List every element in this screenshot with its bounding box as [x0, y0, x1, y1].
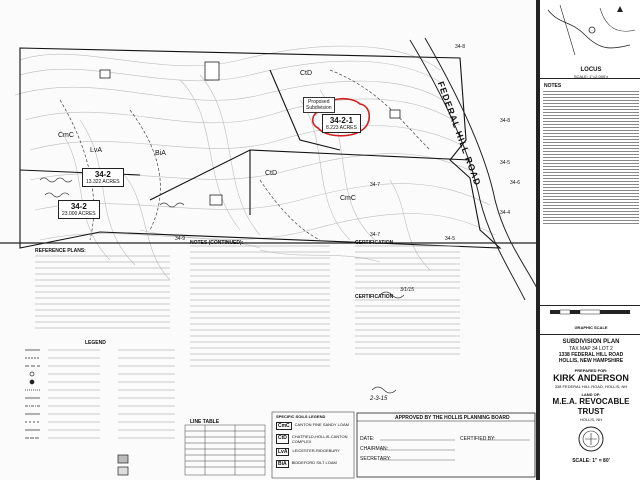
- locus-title: LOCUS: [580, 67, 602, 73]
- approved-date: DATE:: [360, 436, 375, 442]
- soil-row: [276, 460, 352, 468]
- land-of-label: LAND OF:: [581, 392, 601, 397]
- notes-continued-title: NOTES (CONTINUED):: [190, 240, 244, 246]
- lot-a-box: [82, 168, 124, 187]
- soil-label: CtD: [265, 170, 278, 177]
- lot-b-number: 34-2: [70, 202, 87, 211]
- surveyor-seal: [542, 425, 640, 453]
- plan-town: HOLLIS, NEW HAMPSHIRE: [558, 358, 624, 364]
- soil-row: [276, 448, 352, 456]
- plan-title: SUBDIVISION PLAN: [562, 339, 620, 345]
- lot-main-box: [322, 114, 361, 133]
- legend-title: LEGEND: [85, 340, 106, 346]
- soil-label: LvA: [90, 147, 103, 154]
- parcel-label: 34-4: [500, 210, 511, 216]
- client-name: KIRK ANDERSON: [553, 373, 629, 383]
- notes-panel: [540, 79, 640, 306]
- soil-row: [276, 422, 352, 430]
- parcel-label: 34-5: [445, 236, 456, 242]
- plan-address: 1338 FEDERAL HILL ROAD: [558, 352, 624, 358]
- soil-code: CmC: [278, 423, 290, 429]
- lot-main-number: 34-2-1: [329, 116, 353, 125]
- certified-by: CERTIFIED BY:: [460, 436, 496, 442]
- soil-code: LvA: [278, 449, 288, 455]
- locus-map: [540, 0, 640, 62]
- lot-main-area: 8.223 ACRES: [326, 125, 357, 131]
- notes-title: NOTES: [544, 83, 562, 89]
- parcel-label: 34-6: [510, 180, 521, 186]
- lot-a-area: 13.322 ACRES: [86, 179, 120, 185]
- approved-secretary: SECRETARY:: [360, 456, 392, 462]
- soil-label: CtD: [300, 70, 313, 77]
- plan-info: [540, 335, 640, 468]
- graphic-scale-panel: [540, 306, 640, 335]
- owner-name: M.E.A. REVOCABLE TRUST: [552, 397, 630, 416]
- soil-desc: LEICESTER-RIDGEBURY: [292, 448, 340, 453]
- certification-title: CERTIFICATION: [355, 240, 394, 246]
- parcel-label: 34-9: [175, 236, 186, 242]
- proposed-callout: [303, 97, 335, 113]
- soil-label: CmC: [58, 132, 74, 139]
- cert-date: 3/1/15: [400, 287, 414, 293]
- scale-bar: [540, 306, 640, 320]
- parcel-label: 34-7: [370, 182, 381, 188]
- soils-legend-title: SPECIFIC SOILS LEGEND: [276, 414, 326, 419]
- locus-scale: SCALE: 1"=2,000'±: [573, 74, 609, 79]
- soil-label: BiA: [155, 150, 166, 157]
- parcel-label: 34-7: [370, 232, 381, 238]
- owner-address: HOLLIS, NH: [579, 417, 603, 422]
- title-block: [538, 0, 640, 480]
- prepared-for-label: PREPARED FOR:: [574, 368, 608, 373]
- parcel-label: 34-8: [455, 44, 466, 50]
- soil-desc: CANTON FINE SANDY LOAM: [294, 422, 349, 427]
- tax-map: TAX MAP 34 LOT 2: [569, 346, 613, 352]
- approved-chairman: CHAIRMAN:: [360, 446, 389, 452]
- soil-code: CtD: [276, 434, 289, 444]
- soil-desc: CHATFIELD-HOLLIS-CANTON COMPLEX: [291, 434, 348, 444]
- parcel-label: 34-5: [500, 160, 511, 166]
- soil-desc: BIDDEFORD SILT LOAM: [291, 460, 337, 465]
- approved-title: APPROVED BY THE HOLLIS PLANNING BOARD: [395, 415, 510, 421]
- road-label: FEDERAL HILL ROAD: [435, 80, 483, 188]
- proposed-label: Proposed: [308, 99, 330, 105]
- certification2-title: CERTIFICATION: [355, 294, 394, 300]
- proposed-sub: Subdivision: [306, 105, 332, 111]
- reference-plans-title: REFERENCE PLANS:: [35, 248, 86, 254]
- plan-scale: SCALE: 1" = 80': [572, 458, 610, 464]
- soil-label: CmC: [340, 195, 356, 202]
- soil-row: [276, 434, 352, 444]
- lot-a-number: 34-2: [94, 170, 111, 179]
- graphic-scale-label: GRAPHIC SCALE: [574, 325, 608, 330]
- client-address: 338 FEDERAL HILL ROAD, HOLLIS, NH: [554, 384, 628, 389]
- lot-b-area: 23.000 ACRES: [62, 211, 96, 217]
- parcel-label: 34-8: [500, 118, 511, 124]
- soils-legend: [276, 422, 352, 468]
- cert-date-2: 2-3-15: [370, 396, 388, 402]
- locus-panel: [540, 0, 640, 79]
- soil-code: BiA: [278, 461, 287, 467]
- lot-b-box: [58, 200, 100, 219]
- line-table-title: LINE TABLE: [190, 419, 220, 425]
